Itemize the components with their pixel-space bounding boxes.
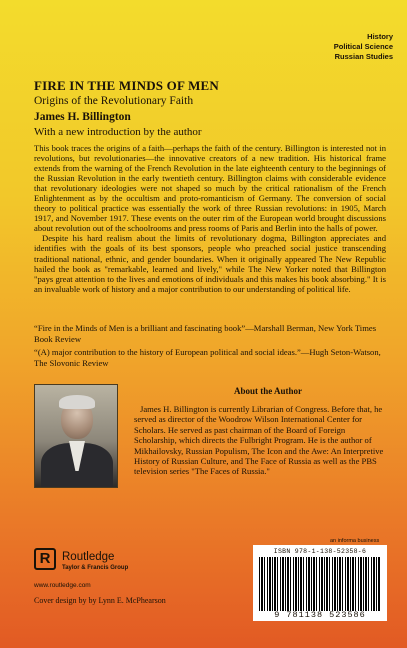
book-title: FIRE IN THE MINDS OF MEN [34,78,220,93]
cover-credit: Cover design by by Lynn E. McPhearson [34,596,166,605]
barcode-bars [259,557,381,611]
about-author-heading: About the Author [234,386,303,396]
review-quote: “(A) major contribution to the history of European political and social ideas.”—Hugh Seton-Watson, The Slovonic Review [34,347,381,368]
about-author-text: James H. Billington is currently Librarian of Congress. Before that, he served as director of the Woodrow Wilson International Center for Scholars. He served as past chairman of the Board of Foreign Scholarship, which directs the Fulbright Program. He is the author of Mikhailovsky, Russian Populism, The Icon and the Awe: An Interpretive History of Russian Culture, and The Face of Russia as well as the PBS television series "The Faces of Russia." [134,404,384,477]
barcode-number: 9 781138 523586 [274,610,366,620]
isbn-text: ISBN 978-1-138-52358-6 [273,548,367,555]
publisher-website: www.routledge.com [34,582,91,589]
book-description [34,143,386,294]
review-quotes [34,323,386,371]
routledge-logo-icon: R [34,548,56,570]
subject-categories [334,32,393,62]
description-paragraph: Despite his hard realism about the limits of revolutionary dogma, Billington appreciates and identifies with the goals of its best sponsors, people who preached social justice transcending traditional national, ethnic, and gender boundaries. When it originally appeared The New Republic hailed the book as "remarkable, learned and lively," while The New Yorker noted that Billington "pays great attention to the lives and emotions of individuals and this makes his book absorbing." It is an invaluable work of history and a major contribution to our understanding of political life. [34,233,386,294]
description-paragraph: This book traces the origins of a faith—perhaps the faith of the century. Billington is interested not in revolutions, but revolutionaries—the innovative creators of a new tradition. His historical frame extends from the warning of the French Revolution in the late eighteenth century to the beginnings of the Russian Revolution in the early twentieth century. Billington claims with considerable evidence that revolutionary ideologies were not shaped so much by the critical rationalism of the French Enlightenment as by the occultism and proto-romanticism of Germany. The conversion of social theory to political practice was essentially the work of three Russian revolutions: in 1905, March 1917, and November 1917. These events on the outer rim of the European world brought discussions about revolution out of the schoolrooms and press rooms of Paris and Berlin into the halls of power. [34,143,386,234]
review-quote: “Fire in the Minds of Men is a brilliant and fascinating book”—Marshall Berman, New York Times Book Review [34,323,377,344]
publisher-name: Routledge [62,551,115,563]
intro-note: With a new introduction by the author [34,126,202,138]
informa-line: an informa business [330,538,380,544]
isbn-barcode [253,545,387,621]
publisher-group: Taylor & Francis Group [62,565,129,571]
category-russian-studies: Russian Studies [334,52,393,61]
book-subtitle: Origins of the Revolutionary Faith [34,95,194,107]
category-history: History [367,32,393,41]
category-political-science: Political Science [333,42,393,51]
book-author: James H. Billington [34,111,131,123]
author-photo [34,384,118,488]
